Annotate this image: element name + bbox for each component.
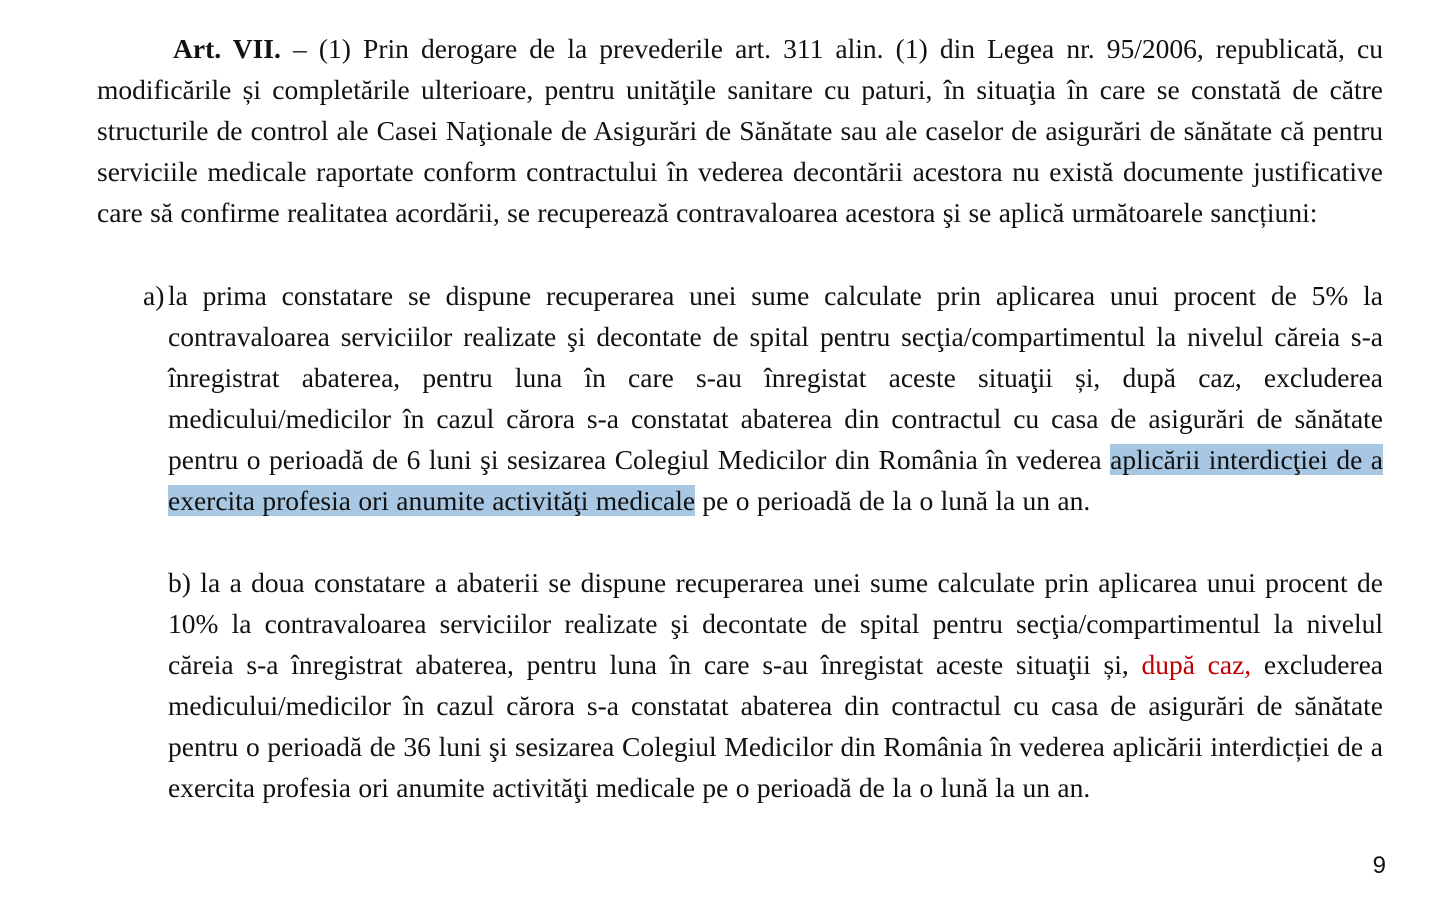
item-a-text-before: la prima constatare se dispune recuperarea unei sume calculate prin aplicarea unui procent de 5% la contravaloarea serviciilor realizate şi decontate de spital pentru secţia/compartimentul la nivelul căreia s-a înregistrat abaterea, pentru luna în care s-au înregistat aceste situaţii și, după caz, excluderea medicului/medicilor în cazul cărora s-a constatat abaterea din contractul cu casa de asigurări de sănătate pentru o perioadă de 6 luni şi sesizarea Colegiul Medicilor din România în vederea — [168, 280, 1383, 475]
item-b-text-after: excluderea medicului/medicilor în cazul cărora s-a constatat abaterea din contractul cu casa de asigurări de sănătate pentru o perioadă de 36 luni şi sesizarea Colegiul Medicilor din România în vederea aplicării interdicției de a exercita profesia ori anumite activităţi medicale pe o perioadă de la o lună la un an. — [168, 649, 1383, 803]
article-heading: Art. VII. — [173, 33, 281, 64]
list-item-b — [168, 562, 1383, 808]
item-a-text-after: pe o perioadă de la o lună la un an. — [695, 485, 1091, 516]
item-b-text-before: b) la a doua constatare a abaterii se dispune recuperarea unei sume calculate prin aplicarea unui procent de 10% la contravaloarea serviciilor realizate şi decontate de spital pentru secţia/compartimentul la nivelul căreia s-a înregistrat abaterea, pentru luna în care s-au înregistat aceste situaţii și, — [168, 567, 1383, 680]
article-intro-text: – (1) Prin derogare de la prevederile art. 311 alin. (1) din Legea nr. 95/2006, republicată, cu modificările și completările ulterioare, pentru unităţile sanitare cu paturi, în situaţia în care se constată de către structurile de control ale Casei Naţionale de Asigurări de Sănătate sau ale caselor de asigurări de sănătate că pentru serviciile medicale raportate conform contractului în vederea decontării acestora nu există documente justificative care să confirme realitatea acordării, se recuperează contravaloarea acestora şi se aplică următoarele sancțiuni: — [97, 33, 1383, 228]
list-item-a — [143, 275, 1383, 521]
list-marker-a: a) — [143, 280, 165, 311]
red-annotation-text: după caz, — [1141, 649, 1252, 680]
highlighted-text-selection[interactable]: aplicării interdicţiei de a exercita profesia ori anumite activităţi medicale — [168, 444, 1383, 516]
page-number: 9 — [1372, 852, 1386, 879]
article-intro-paragraph — [97, 28, 1383, 233]
